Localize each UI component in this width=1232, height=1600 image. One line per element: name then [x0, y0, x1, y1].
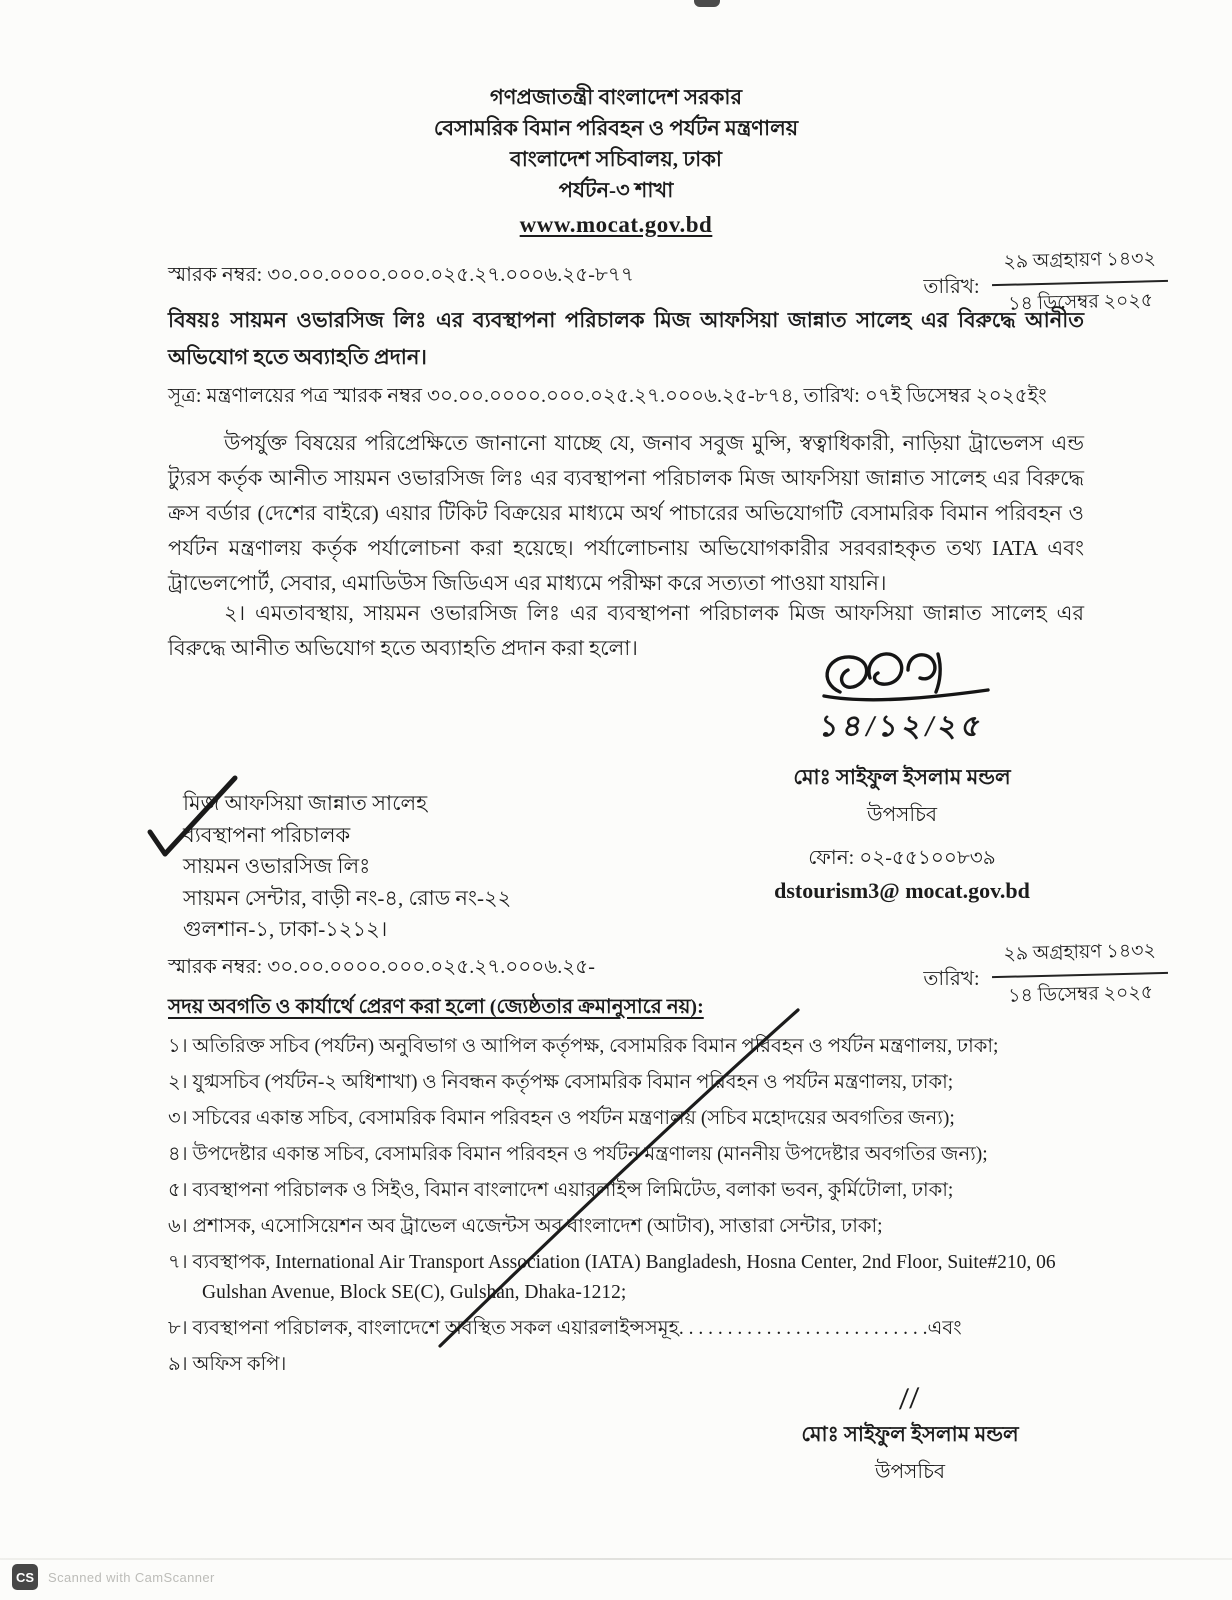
date-gregorian-1: ১৪ ডিসেম্বর ২০২৫ [1007, 290, 1153, 315]
distribution-item-3: ৩। সচিবের একান্ত সচিব, বেসামরিক বিমান পরিবহন ও পর্যটন মন্ত্রণালয় (সচিব মহোদয়ের অবগতির জন্য); [168, 1108, 955, 1129]
footer-signatory-name: মোঃ সাইফুল ইসলাম মন্ডল [801, 1422, 1019, 1446]
recipient-company: সায়মন ওভারসিজ লিঃ [183, 854, 371, 878]
signatory-designation: উপসচিব [866, 804, 937, 826]
reference-line: সূত্র: মন্ত্রণালয়ের পত্র স্মারক নম্বর ৩০.০০.০০০০.০০০.০২৫.২৭.০০০৬.২৫-৮৭৪, তারিখ: ০৭ই ডিসেম্বর ২০২৫ইং [168, 385, 1047, 407]
recipient-name: মিজ আফসিয়া জান্নাত সালেহ [183, 791, 428, 815]
scan-bottom-edge [0, 1558, 1232, 1560]
distribution-item-1: ১। অতিরিক্ত সচিব (পর্যটন) অনুবিভাগ ও আপিল কর্তৃপক্ষ, বেসামরিক বিমান পরিবহন ও পর্যটন মন্ত্রণালয়, ঢাকা; [168, 1036, 999, 1057]
distribution-item-4: ৪। উপদেষ্টার একান্ত সচিব, বেসামরিক বিমান পরিবহন ও পর্যটন মন্ত্রণালয় (মাননীয় উপদেষ্টার অবগতির জন্য); [168, 1144, 988, 1165]
body-paragraph-1: উপর্যুক্ত বিষয়ের পরিপ্রেক্ষিতে জানানো যাচ্ছে যে, জনাব সবুজ মুন্সি, স্বত্বাধিকারী, নাড়িয়া ট্রাভেলস এন্ড ট্যুরস কর্তৃক আনীত সায়মন ওভারসিজ লিঃ এর ব্যবস্থাপনা পরিচালক মিজ আফসিয়া জান্নাত সালেহ এর বিরুদ্ধে ক্রস বর্ডার (দেশের বাইরে) এয়ার টিকিট বিক্রয়ের মাধ্যমে অর্থ পাচারের অভিযোগটি বেসামরিক বিমান পরিবহন ও পর্যটন মন্ত্রণালয় কর্তৃক পর্যালোচনা করা হয়েছে। পর্যালোচনায় অভিযোগকারীর সরবরাহকৃত তথ্য IATA এবং ট্রাভেলপোর্ট, সেবার, এমাডিউস জিডিএস এর মাধ্যমে পরীক্ষা করে সত্যতা পাওয়া যায়নি। [168, 431, 1084, 595]
government-title: গণপ্রজাতন্ত্রী বাংলাদেশ সরকার [489, 85, 743, 109]
signatory-phone: ফোন: ০২-৫৫১০০৮৩৯ [808, 847, 996, 869]
date-label-1: তারিখ: [923, 275, 980, 298]
camscanner-logo: CS [12, 1564, 38, 1590]
double-slash-mark: // [897, 1381, 922, 1416]
distribution-item-6: ৬। প্রশাসক, এসোসিয়েশন অব ট্রাভেল এজেন্টস অব বাংলাদেশ (আটাব), সাত্তারা সেন্টার, ঢাকা; [168, 1216, 883, 1237]
distribution-item-8: ৮। ব্যবস্থাপনা পরিচালক, বাংলাদেশে অবস্থিত সকল এয়ারলাইন্সসমূহ. . . . . . . . . . . . . . . . . . . . . . . . . .এবং [168, 1318, 962, 1339]
scan-artifact-smudge [694, 0, 720, 7]
letterhead [0, 82, 1232, 240]
date-gregorian-2: ১৪ ডিসেম্বর ২০২৫ [1007, 982, 1153, 1007]
signatory-block [752, 648, 1052, 904]
recipient-designation: ব্যবস্থাপনা পরিচালক [183, 822, 351, 847]
camscanner-watermark [12, 1564, 215, 1590]
date-bengali-calendar-2: ২৯ অগ্রহায়ণ ১৪৩২ [991, 936, 1168, 978]
memo-number-1: স্মারক নম্বর: ৩০.০০.০০০০.০০০.০২৫.২৭.০০০৬.২৫-৮৭৭ [168, 264, 634, 286]
subject-line: বিষয়ঃ সায়মন ওভারসিজ লিঃ এর ব্যবস্থাপনা পরিচালক মিজ আফসিয়া জান্নাত সালেহ এর বিরুদ্ধে আনীত অভিযোগ হতে অব্যাহতি প্রদান। [168, 308, 1084, 369]
footer-signatory-block [770, 1382, 1050, 1490]
recipient-address-block [183, 788, 511, 946]
signature-scribble-icon [812, 648, 992, 706]
handwritten-date: ১৪/১২/২৫ [817, 710, 988, 743]
secretariat-address: বাংলাদেশ সচিবালয়, ঢাকা [510, 147, 722, 171]
footer-signatory-designation: উপসচিব [874, 1461, 945, 1483]
body-paragraph-2: ২। এমতাবস্থায়, সায়মন ওভারসিজ লিঃ এর ব্যবস্থাপনা পরিচালক মিজ আফসিয়া জান্নাত সালেহ এর বিরুদ্ধে আনীত অভিযোগ হতে অব্যাহতি প্রদান করা হলো। [168, 601, 1084, 660]
distribution-item-9: ৯। অফিস কপি। [168, 1354, 287, 1375]
memo-number-2: স্মারক নম্বর: ৩০.০০.০০০০.০০০.০২৫.২৭.০০০৬.২৫- [168, 956, 595, 978]
recipient-street: সায়মন সেন্টার, বাড়ী নং-৪, রোড নং-২২ [183, 885, 512, 910]
distribution-item-5: ৫। ব্যবস্থাপনা পরিচালক ও সিইও, বিমান বাংলাদেশ এয়ারলাইন্স লিমিটেড, বলাকা ভবন, কুর্মিটোলা, ঢাকা; [168, 1180, 954, 1201]
branch-name: পর্যটন-৩ শাখা [558, 178, 674, 202]
signatory-email: dstourism3@ mocat.gov.bd [774, 878, 1030, 903]
ministry-name: বেসামরিক বিমান পরিবহন ও পর্যটন মন্ত্রণালয় [433, 116, 799, 140]
distribution-item-7: ৭। ব্যবস্থাপক, International Air Transport Association (IATA) Bangladesh, Hosna Center, 2nd Floor, Suite#210, 06 Gulshan Avenue, Block SE(C), Gulshan, Dhaka-1212; [168, 1252, 1056, 1303]
date-label-2: তারিখ: [923, 967, 980, 990]
date-block-2 [923, 938, 1168, 1012]
date-fraction-2 [991, 936, 1169, 1014]
distribution-list [168, 1032, 1120, 1386]
distribution-heading: সদয় অবগতি ও কার্যার্থে প্রেরণ করা হলো (জ্যেষ্ঠতার ক্রমানুসারে নয়): [168, 996, 704, 1018]
ministry-website-link: www.mocat.gov.bd [519, 212, 713, 237]
distribution-item-2: ২। যুগ্মসচিব (পর্যটন-২ অধিশাখা) ও নিবন্ধন কর্তৃপক্ষ বেসামরিক বিমান পরিবহন ও পর্যটন মন্ত্রণালয়, ঢাকা; [168, 1072, 954, 1093]
recipient-city: গুলশান-১, ঢাকা-১২১২। [183, 917, 388, 941]
camscanner-label: Scanned with CamScanner [48, 1569, 215, 1585]
signatory-name: মোঃ সাইফুল ইসলাম মন্ডল [793, 765, 1011, 789]
date-bengali-calendar-1: ২৯ অগ্রহায়ণ ১৪৩২ [991, 244, 1168, 286]
